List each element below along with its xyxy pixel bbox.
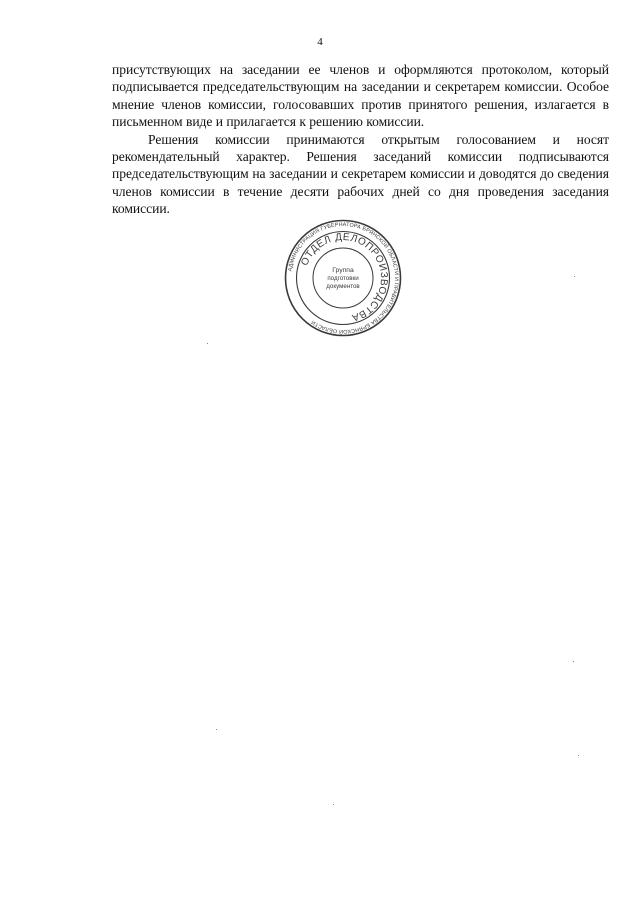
stamp-center-line-1: Группа [332, 267, 354, 274]
office-stamp [284, 219, 402, 337]
scan-speck [578, 755, 579, 756]
scan-speck [573, 661, 574, 662]
stamp-center-line-3: документов [326, 283, 360, 290]
stamp-center-line-2: подготовки [327, 275, 359, 282]
stamp-outer-ring-text: АДМИНИСТРАЦИЯ ГУБЕРНАТОРА БРЯНСКОЙ ОБЛАСТИ И ПРАВИТЕЛЬСТВА БРЯНСКОЙ ОБЛАСТИ [287, 221, 400, 335]
stamp-inner-ring-text: ОТДЕЛ ДЕЛОПРОИЗВОДСТВА [299, 231, 390, 323]
scan-speck [216, 729, 217, 730]
scan-speck [207, 343, 208, 344]
page-number: 4 [317, 36, 323, 48]
document-body [112, 61, 609, 218]
paragraph-2: Решения комиссии принимаются открытым голосованием и носят рекомендательный характер. Решения заседаний комиссии подписываются председательствующим на заседании и секретарем комиссии и доводятся до сведения членов комиссии в течение десяти рабочих дней со дня проведения заседания комиссии. [112, 131, 609, 217]
scan-speck [333, 804, 334, 805]
paragraph-1: присутствующих на заседании ее членов и оформляются протоколом, который подписывается председательствующим на заседании и секретарем комиссии. Особое мнение членов комиссии, голосовавших против принятого решения, излагается в письменном виде и прилагается к решению комиссии. [112, 62, 609, 130]
scan-speck [574, 276, 575, 277]
